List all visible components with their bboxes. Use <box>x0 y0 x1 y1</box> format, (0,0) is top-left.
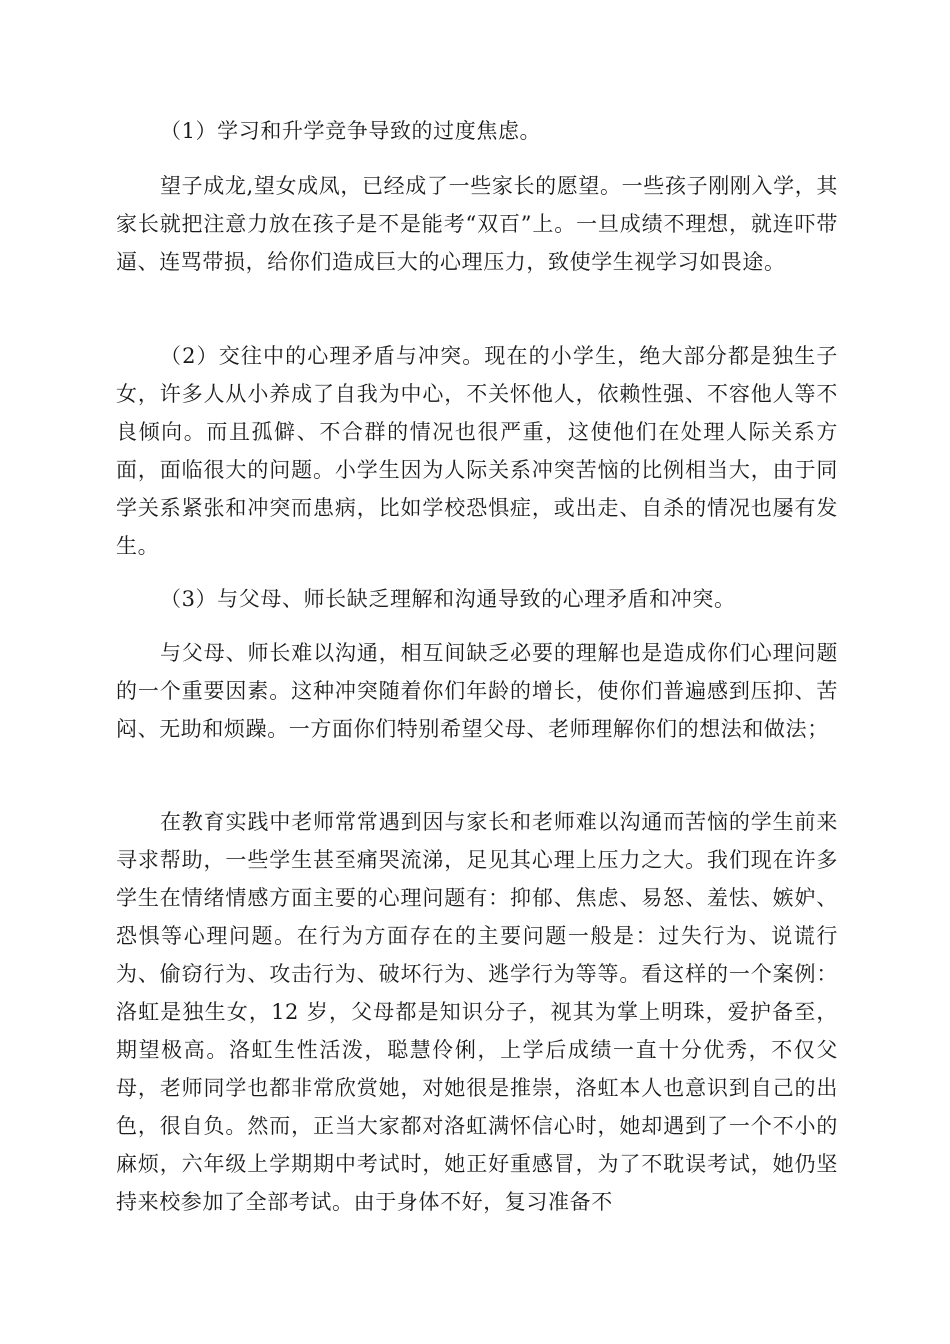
paragraph-2: 与父母、师长难以沟通，相互间缺乏必要的理解也是造成你们心理问题的一个重要因素。这种冲突随着你们年龄的增长，使你们普遍感到压抑、苦闷、无助和烦躁。一方面你们特别希望父母、老师理解你们的想法和做法； <box>116 641 838 741</box>
section-heading-2: （2）交往中的心理矛盾与冲突。现在的小学生，绝大部分都是独生子女，许多人从小养成了自我为中心，不关怀他人，依赖性强、不容他人等不良倾向。而且孤僻、不合群的情况也很严重，这使他们在处理人际关系方面，面临很大的问题。小学生因为人际关系冲突苦恼的比例相当大，由于同学关系紧张和冲突而患病，比如学校恐惧症，或出走、自杀的情况也屡有发生。 <box>116 344 838 558</box>
paragraph-3: 在教育实践中老师常常遇到因与家长和老师难以沟通而苦恼的学生前来寻求帮助，一些学生甚至痛哭流涕，足见其心理上压力之大。我们现在许多学生在情绪情感方面主要的心理问题有：抑郁、焦虑、易怒、羞怯、嫉妒、恐惧等心理问题。在行为方面存在的主要问题一般是：过失行为、说谎行为、偷窃行为、攻击行为、破坏行为、逃学行为等等。看这样的一个案例：洛虹是独生女，12 岁，父母都是知识分子，视其为掌上明珠，爱护备至，期望极高。洛虹生性活泼，聪慧伶俐，上学后成绩一直十分优秀，不仅父母，老师同学也都非常欣赏她，对她很是推崇，洛虹本人也意识到自己的出色，很自负。然而，正当大家都对洛虹满怀信心时，她却遇到了一个不小的麻烦，六年级上学期期中考试时，她正好重感冒，为了不耽误考试，她仍坚持来校参加了全部考试。由于身体不好，复习准备不 <box>116 810 838 1214</box>
paragraph-1: 望子成龙,望女成凤，已经成了一些家长的愿望。一些孩子刚刚入学，其家长就把注意力放在孩子是不是能考“双百”上。一旦成绩不理想，就连吓带逼、连骂带损，给你们造成巨大的心理压力，致使学生视学习如畏途。 <box>116 174 838 274</box>
section-heading-3: （3）与父母、师长缺乏理解和沟通导致的心理矛盾和冲突。 <box>160 587 736 611</box>
section-heading-1: （1）学习和升学竞争导致的过度焦虑。 <box>160 119 542 143</box>
